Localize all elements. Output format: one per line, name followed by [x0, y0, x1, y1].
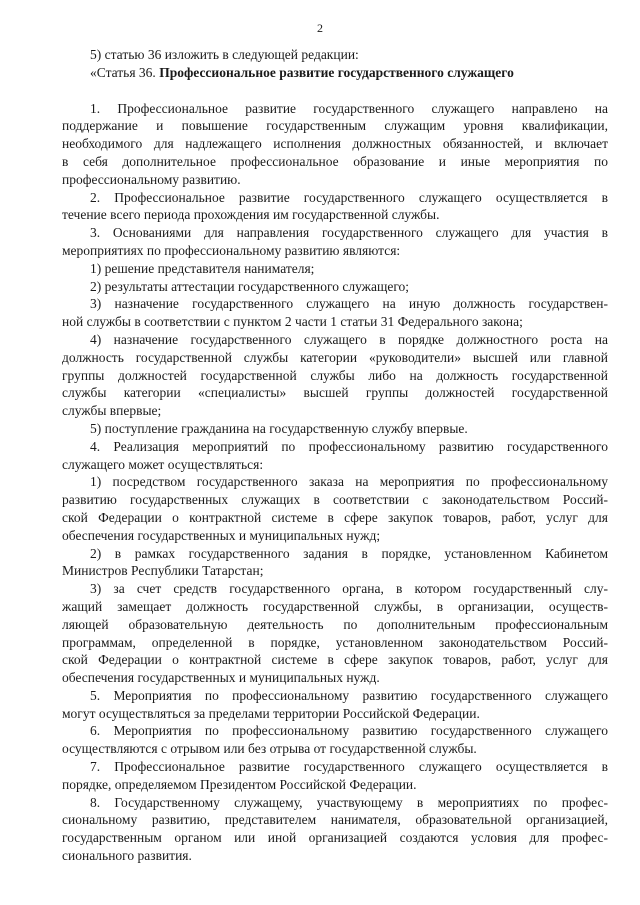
- text-line: Министров Республики Татарстан;: [62, 563, 264, 579]
- text-line: поддержание и повышение государственным служащим уровня квалификации,: [62, 118, 608, 134]
- document-body: [62, 46, 608, 865]
- text-line: развитию государственных служащих в соответствии с законодательством Россий-: [62, 492, 608, 508]
- amendment-intro: 5) статью 36 изложить в следующей редакции:: [90, 47, 359, 62]
- text-line: 5) поступление гражданина на государственную службу впервые.: [90, 420, 468, 436]
- text-line: сиональному развитию, представителем нанимателя, образовательной организацией,: [62, 812, 608, 828]
- text-line: 2) результаты аттестации государственного служащего;: [90, 278, 410, 294]
- text-line: могут осуществляться за пределами территории Российской Федерации.: [62, 705, 480, 721]
- text-line: обеспечения государственных и муниципальных нужд.: [62, 670, 380, 686]
- text-line: профессиональному развитию.: [62, 171, 241, 187]
- text-line: мероприятиях по профессиональному развитию являются:: [62, 242, 401, 258]
- text-line: 4. Реализация мероприятий по профессиональному развитию государственного: [90, 438, 608, 454]
- text-line: ской Федерации о контрактной системе в сфере закупок товаров, работ, услуг для: [62, 652, 608, 668]
- text-line: сионального развития.: [62, 848, 192, 864]
- text-line: 5. Мероприятия по профессиональному развитию государственного служащего: [90, 687, 608, 703]
- text-line: течение всего периода прохождения им государственной службы.: [62, 207, 440, 223]
- text-line: 1) решение представителя нанимателя;: [90, 260, 315, 276]
- text-line: обеспечения государственных и муниципальных нужд;: [62, 527, 381, 543]
- text-line: 3) за счет средств государственного органа, в котором государственный слу-: [90, 581, 608, 597]
- text-line: осуществляются с отрывом или без отрыва от государственной службы.: [62, 741, 477, 757]
- text-line: 3. Основаниями для направления государственного служащего для участия в: [90, 225, 608, 241]
- text-line: государственным органом или иной организацией создаются условия для профес-: [62, 830, 608, 846]
- text-line: должность государственной службы категории «руководители» высшей или главной: [62, 349, 608, 365]
- text-line: 4) назначение государственного служащего в порядке должностного роста на: [90, 331, 608, 347]
- text-line: жащий замещает должность государственной службы, в организации, осуществ-: [62, 598, 608, 614]
- article-heading-prefix: «Статья 36.: [90, 64, 160, 80]
- article-heading-title: Профессиональное развитие государственного служащего: [159, 64, 514, 80]
- text-line: в себя дополнительное профессиональное образование и иные мероприятия по: [62, 153, 608, 169]
- text-line: 1. Профессиональное развитие государственного служащего направлено на: [90, 100, 608, 116]
- page-number: 2: [317, 21, 323, 35]
- text-line: 8. Государственному служащему, участвующему в мероприятиях по профес-: [90, 794, 608, 810]
- text-line: 6. Мероприятия по профессиональному развитию государственного служащего: [90, 723, 608, 739]
- text-line: порядке, определяемом Президентом Российской Федерации.: [62, 776, 417, 792]
- text-line: службы впервые;: [62, 403, 162, 419]
- text-line: 1) посредством государственного заказа на мероприятия по профессиональному: [90, 474, 608, 490]
- text-line: ляющей образовательную деятельность по дополнительным профессиональным: [62, 616, 608, 632]
- text-line: 7. Профессиональное развитие государственного служащего осуществляется в: [90, 759, 608, 775]
- text-line: 3) назначение государственного служащего на иную должность государствен-: [90, 296, 608, 312]
- text-line: ной службы в соответствии с пунктом 2 части 1 статьи 31 Федерального закона;: [62, 314, 523, 330]
- text-line: группы должностей государственной службы либо на должность государственной: [62, 367, 608, 383]
- article-text: [62, 100, 608, 865]
- text-line: служащего может осуществляться:: [62, 456, 264, 472]
- text-line: 2. Профессиональное развитие государственного служащего осуществляется в: [90, 189, 608, 205]
- text-line: 2) в рамках государственного задания в порядке, установленном Кабинетом: [90, 545, 608, 561]
- text-line: ской Федерации о контрактной системе в сфере закупок товаров, работ, услуг для: [62, 509, 608, 525]
- text-line: службы категории «специалисты» высшей группы должностей государственной: [62, 385, 608, 401]
- heading-spacer: [62, 82, 608, 100]
- text-line: необходимого для надлежащего исполнения должностных обязанностей, и включает: [62, 136, 608, 152]
- article-heading: [62, 64, 608, 82]
- text-line: программам, определенной в порядке, установленном законодательством Россий-: [62, 634, 608, 650]
